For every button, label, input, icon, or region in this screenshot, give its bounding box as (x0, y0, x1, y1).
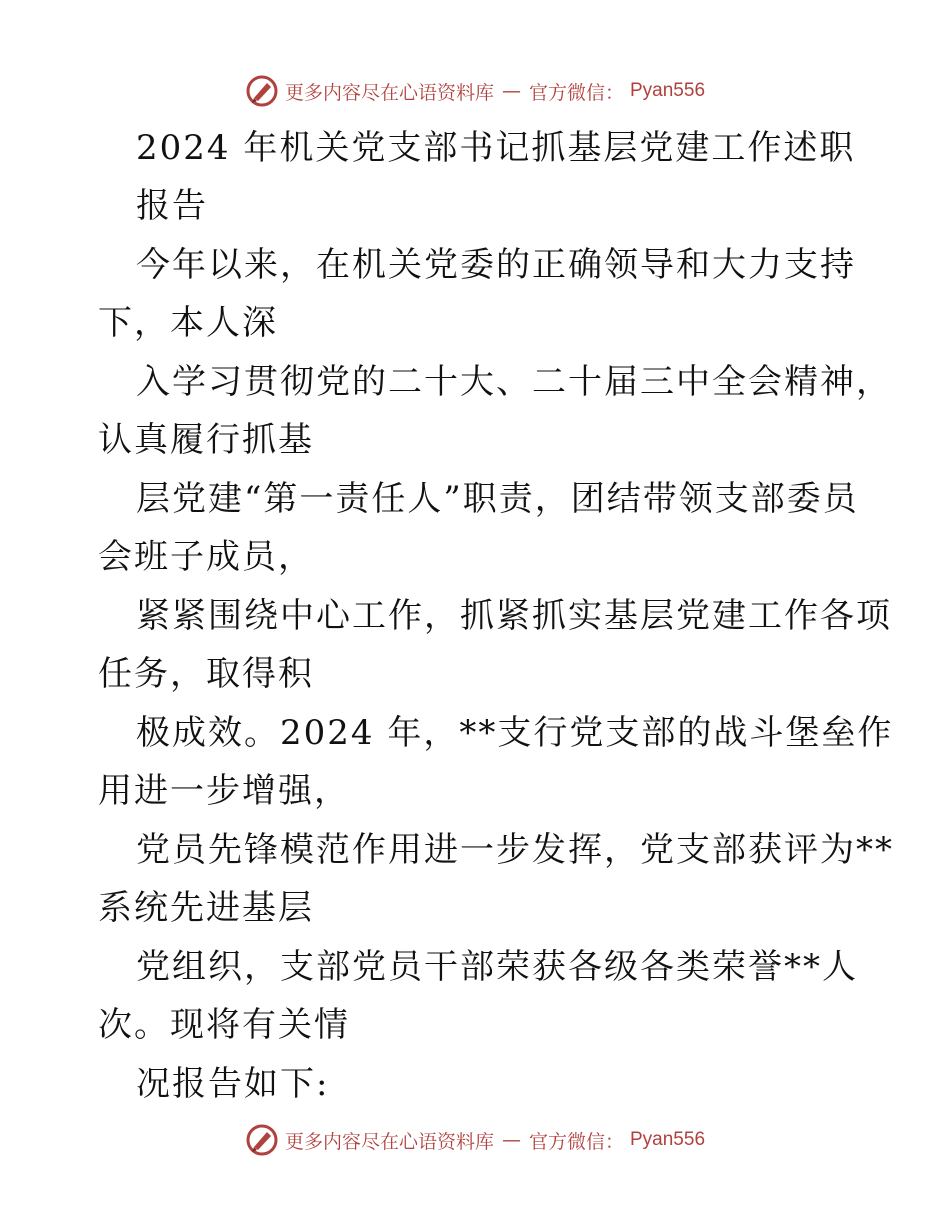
doc-paragraph-line: 况报告如下: (136, 1064, 330, 1104)
watermark-wechat-id: Pyan556 (630, 1129, 706, 1150)
doc-title-line-2: 报告 (136, 186, 208, 226)
doc-paragraph-line: 今年以来，在机关党委的正确领导和大力支持 (136, 245, 856, 285)
doc-paragraph-line: 系统先进基层 (98, 888, 314, 928)
watermark-wechat-id: Pyan556 (630, 80, 706, 101)
doc-paragraph-line: 党员先锋模范作用进一步发挥，党支部获评为** (136, 830, 894, 870)
watermark-site-text: 更多内容尽在心语资料库 (284, 81, 494, 104)
doc-paragraph-line: 次。现将有关情 (98, 1005, 350, 1045)
watermark-dash: — (501, 1129, 521, 1151)
watermark-banner-top (0, 71, 950, 111)
watermark-site-text: 更多内容尽在心语资料库 (284, 1130, 494, 1153)
doc-paragraph-line: 紧紧围绕中心工作，抓紧抓实基层党建工作各项 (136, 596, 892, 636)
watermark-dash: — (501, 80, 521, 102)
doc-paragraph-line: 用进一步增强， (98, 771, 350, 811)
watermark-wechat-label: 官方微信： (528, 81, 624, 104)
doc-title-line-1: 2024 年机关党支部书记抓基层党建工作述职 (136, 128, 856, 168)
doc-paragraph-line: 认真履行抓基 (98, 420, 314, 460)
doc-paragraph-line: 入学习贯彻党的二十大、二十届三中全会精神， (136, 362, 892, 402)
doc-paragraph-line: 任务，取得积 (98, 654, 314, 694)
doc-paragraph-line: 党组织，支部党员干部荣获各级各类荣誉**人 (136, 947, 858, 987)
doc-paragraph-line: 会班子成员， (98, 537, 314, 577)
watermark-wechat-label: 官方微信： (528, 1130, 624, 1153)
doc-paragraph-line: 下，本人深 (98, 303, 278, 343)
doc-paragraph-line: 层党建“第一责任人”职责，团结带领支部委员 (136, 479, 859, 519)
watermark-banner-bottom (0, 1120, 950, 1160)
doc-paragraph-line: 极成效。2024 年，**支行党支部的战斗堡垒作 (136, 713, 894, 753)
pen-logo-icon (245, 74, 279, 108)
pen-logo-icon (245, 1123, 279, 1157)
